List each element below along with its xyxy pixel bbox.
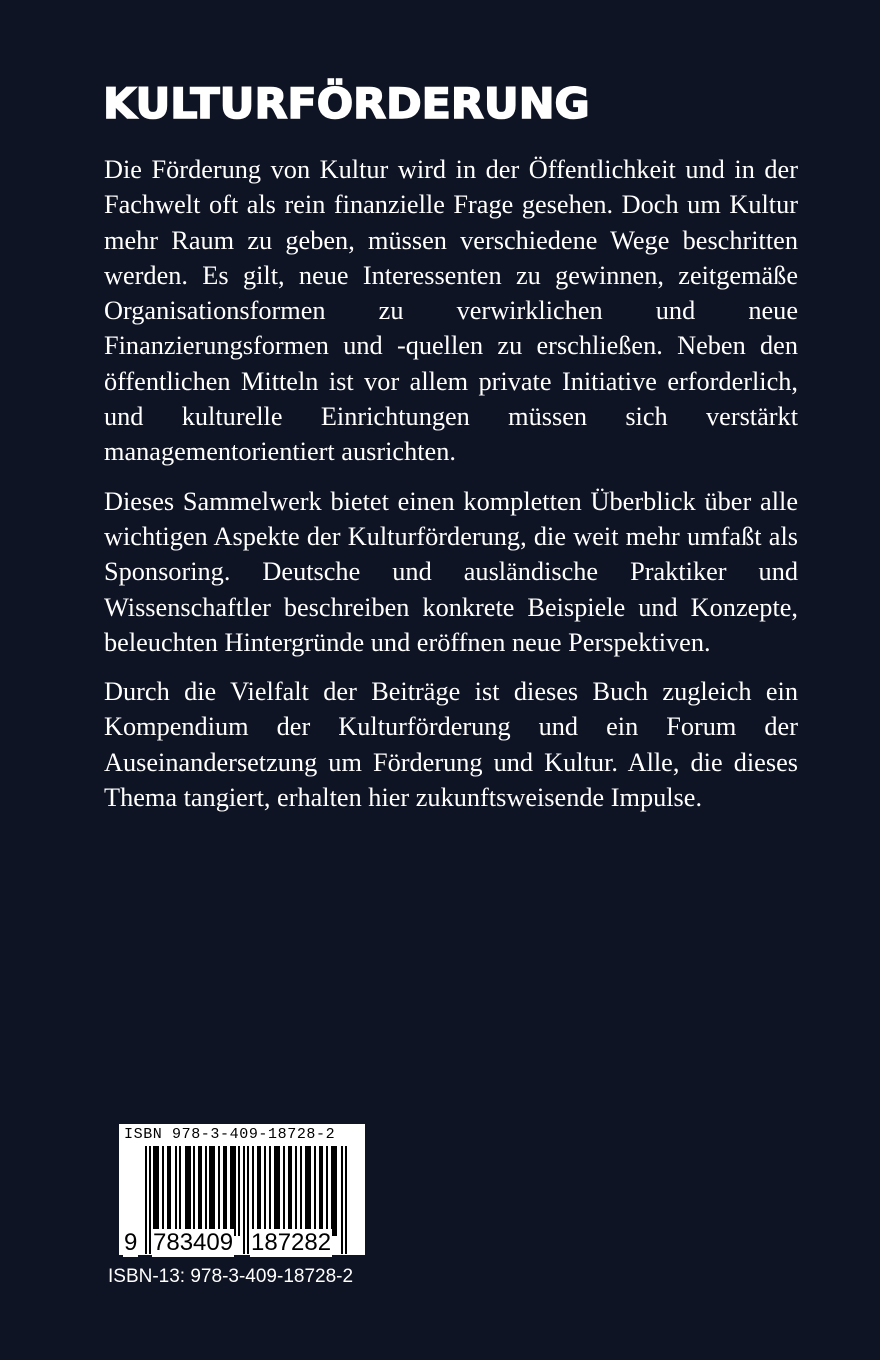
isbn-13-label: ISBN-13: 978-3-409-18728-2 xyxy=(108,1266,354,1287)
barcode-isbn-text: ISBN 978-3-409-18728-2 xyxy=(124,1126,336,1143)
barcode-digits-left: 783409 xyxy=(153,1229,234,1256)
blurb-paragraph-3: Durch die Vielfalt der Beiträge ist dieses Buch zugleich ein Kompendium der Kulturförderung und ein Forum der Auseinandersetzung um Förderung und Kultur. Alle, die dieses Thema tangiert, erhalten hier zukunftsweisende Impulse. xyxy=(104,677,798,813)
blurb-paragraph-2: Dieses Sammelwerk bietet einen kompletten Überblick über alle wichtigen Aspekte der Kulturförderung, die weit mehr umfaßt als Sponsoring. Deutsche und ausländische Praktiker und Wissenschaftler beschreiben konkrete Beispiele und Konzepte, beleuchten Hintergründe und eröffnen neue Perspektiven. xyxy=(104,486,798,657)
book-title: KULTURFÖRDERUNG xyxy=(103,79,590,128)
blurb-text xyxy=(104,152,798,829)
blurb-paragraph-1: Die Förderung von Kultur wird in der Öffentlichkeit und in der Fachwelt oft als rein finanzielle Frage gesehen. Doch um Kultur mehr Raum zu geben, müssen verschiedene Wege beschritten werden. Es gilt, neue Interessenten zu gewinnen, zeitgemäße Organisationsformen zu verwirklichen und neue Finanzierungsformen und -quellen zu erschließen. Neben den öffentlichen Mitteln ist vor allem private Initiative erforderlich, und kulturelle Einrichtungen müssen sich verstärkt managementorientiert ausrichten. xyxy=(104,155,798,467)
isbn-barcode xyxy=(119,1124,365,1255)
barcode-digit-first: 9 xyxy=(124,1229,138,1256)
barcode-digits-right: 187282 xyxy=(251,1229,332,1256)
